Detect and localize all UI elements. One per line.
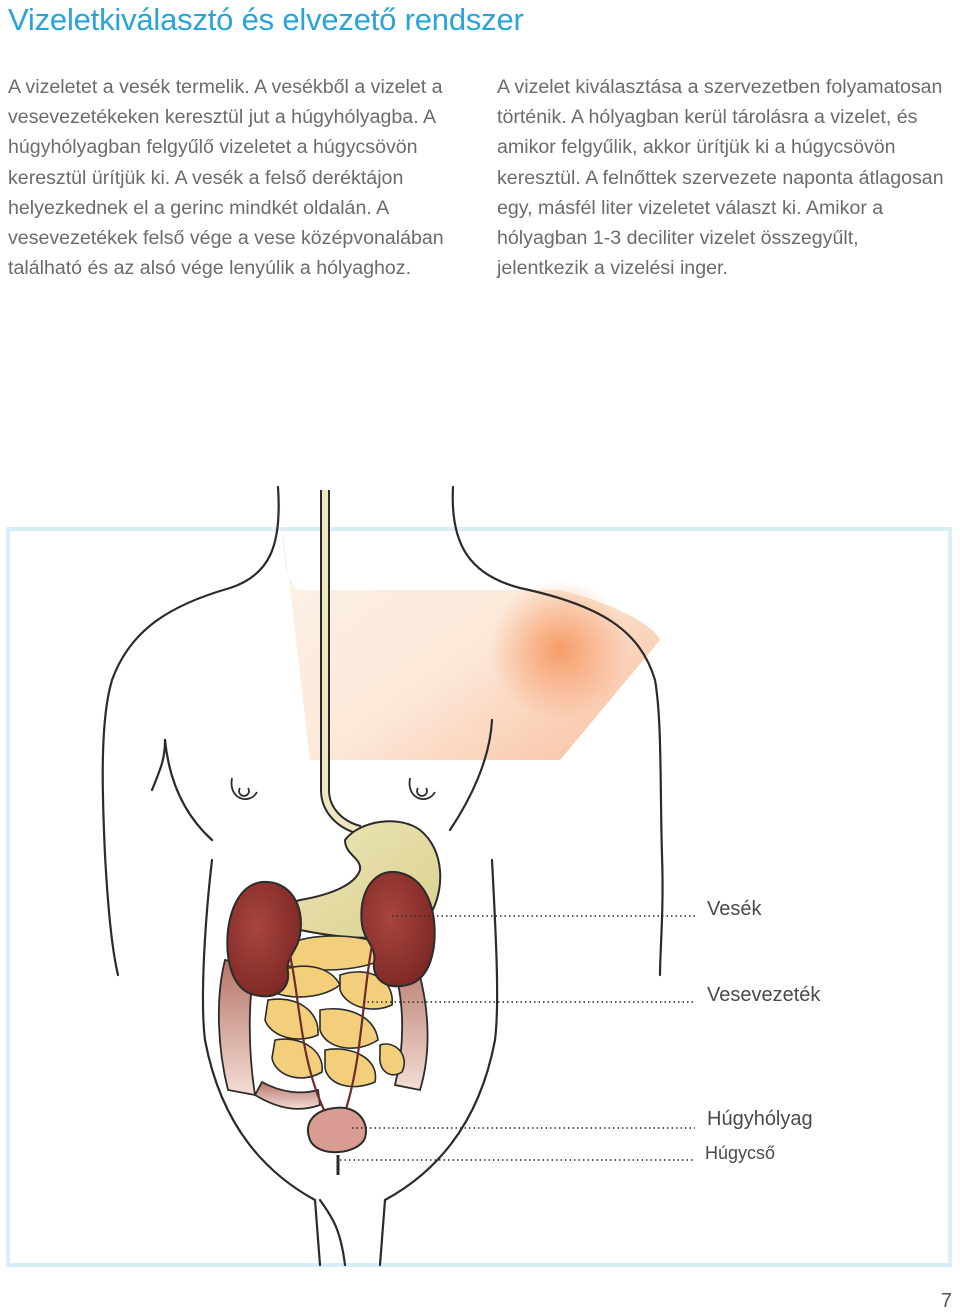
page-number: 7 xyxy=(940,1290,952,1312)
left-paragraph: A vizeletet a vesék termelik. A vesékből a vizelet a vesevezetékeken keresztül jut a húgyhólyagba. A húgyhólyagban felgyűlő vizeletet a húgycsövön keresztül ürítjük ki. A vesék a felső deréktájon helyezkednek el a gerinc mindkét oldalán. A vesevezetékek felső vége a vese középvonalában található és az alsó vége lenyúlik a hólyaghoz. xyxy=(8,76,444,280)
label-ureter: Vesevezeték xyxy=(707,984,821,1006)
right-kidney xyxy=(361,872,434,986)
label-kidney: Vesék xyxy=(707,898,762,920)
shoulder-glow xyxy=(490,580,630,720)
label-urethra: Húgycső xyxy=(705,1143,776,1163)
right-paragraph: A vizelet kiválasztása a szervezetben folyamatosan történik. A hólyagban kerül tárolásra a vizelet, és amikor felgyűlik, akkor ürítjük ki a húgycsövön keresztül. A felnőttek szervezete naponta átlagosan egy, másfél liter vizeletet választ ki. Amikor a hólyagban 1-3 deciliter vizelet összegyűlt, jelentkezik a vizelési inger. xyxy=(497,76,944,280)
bladder xyxy=(308,1108,366,1153)
label-bladder: Húgyhólyag xyxy=(707,1108,813,1130)
nipples xyxy=(232,778,435,799)
page-title: Vizeletkiválasztó és elvezető rendszer xyxy=(8,2,524,37)
